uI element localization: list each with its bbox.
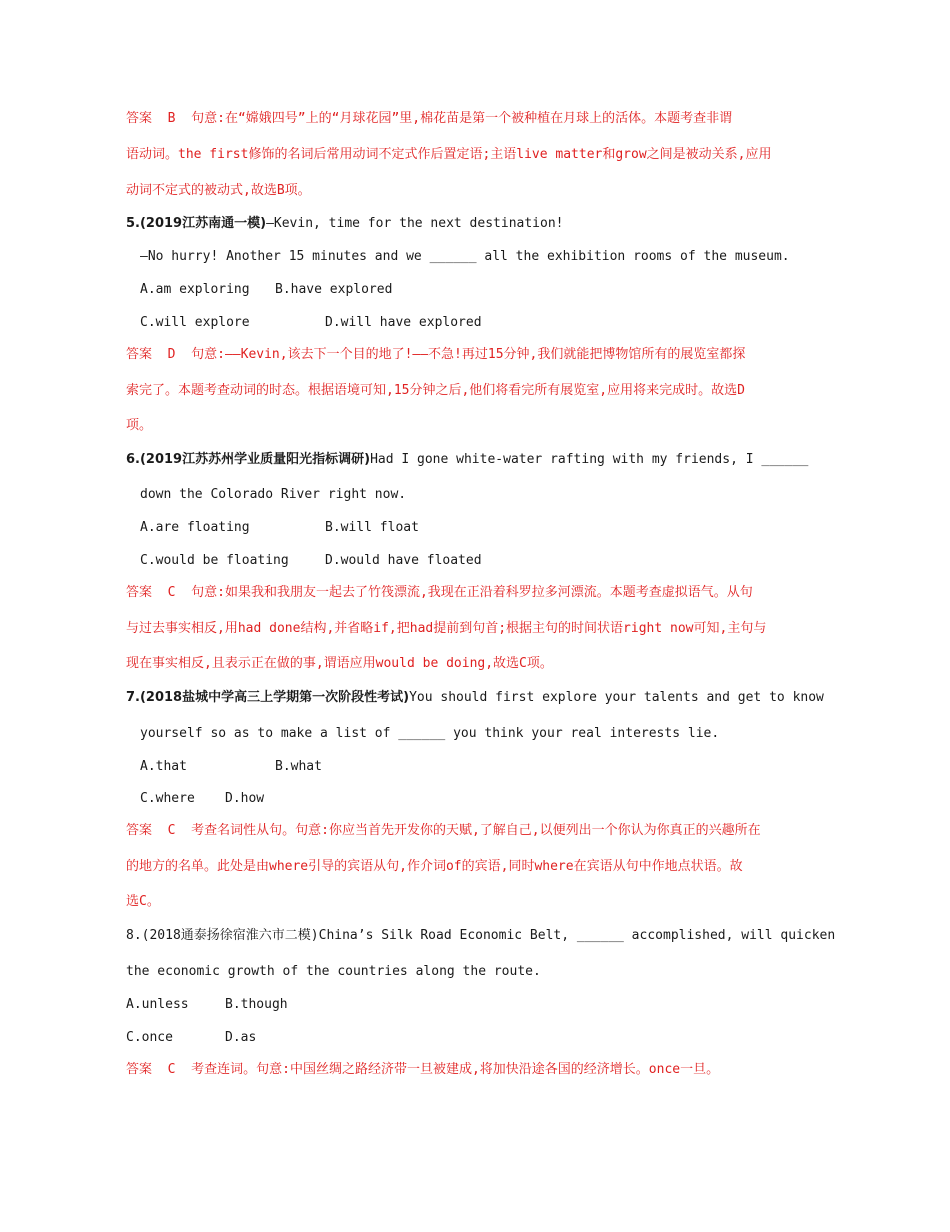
question-5-source: 5.(2019江苏南通一模) [126,216,267,231]
question-7-option-b: B.what [275,759,322,774]
question-5-stem [126,215,563,233]
question-6-option-b: B.will float [325,520,419,535]
question-6-line-2: down the Colorado River right now. [140,487,407,502]
question-6-option-d: D.would have floated [325,553,482,568]
question-6-source: 6.(2019江苏苏州学业质量阳光指标调研) [126,452,371,467]
question-8-option-c: C.once [126,1030,173,1045]
question-8-line-2: the economic growth of the countries along the route. [126,964,541,979]
answer-6-line-1: 答案 C 句意:如果我和我朋友一起去了竹筏漂流,我现在正沿着科罗拉多河漂流。本题考查虚拟语气。从句 [126,585,753,600]
question-8-option-b: B.though [225,997,288,1012]
answer-7-line-1: 答案 C 考查名词性从句。句意:你应当首先开发你的天赋,了解自己,以便列出一个你认为你真正的兴趣所在 [126,823,761,838]
question-5-option-a: A.am exploring [140,282,250,297]
answer-6-line-3: 现在事实相反,且表示正在做的事,谓语应用would be doing,故选C项。 [126,656,553,671]
question-7-line-2: yourself so as to make a list of ______ you think your real interests lie. [140,726,720,741]
question-5-option-c: C.will explore [140,315,250,330]
question-5-option-d: D.will have explored [325,315,482,330]
answer-5-line-1: 答案 D 句意:——Kevin,该去下一个目的地了!——不急!再过15分钟,我们就能把博物馆所有的展览室都探 [126,347,746,362]
answer-7-line-2: 的地方的名单。此处是由where引导的宾语从句,作介词of的宾语,同时where在宾语从句中作地点状语。故 [126,859,743,874]
answer-5-line-3: 项。 [126,418,153,433]
answer-4-line-3: 动词不定式的被动式,故选B项。 [126,183,311,198]
question-6-option-c: C.would be floating [140,553,289,568]
question-7-option-a: A.that [140,759,187,774]
question-8-option-a: A.unless [126,997,189,1012]
answer-8-line-1: 答案 C 考查连词。句意:中国丝绸之路经济带一旦被建成,将加快沿途各国的经济增长。once一旦。 [126,1062,720,1077]
question-5-line-2: —No hurry! Another 15 minutes and we ______ all the exhibition rooms of the museum. [140,249,790,264]
question-6-option-a: A.are floating [140,520,250,535]
question-6-line-1: Had I gone white-water rafting with my friends, I ______ [370,452,809,467]
question-5-line-1: —Kevin, time for the next destination! [266,216,564,231]
question-8-line-1: 8.(2018通泰扬徐宿淮六市二模)China’s Silk Road Economic Belt, ______ accomplished, will quicken [126,928,836,943]
question-5-option-b: B.have explored [275,282,393,297]
question-8-option-d: D.as [225,1030,257,1045]
answer-6-line-2: 与过去事实相反,用had done结构,并省略if,把had提前到句首;根据主句的时间状语right now可知,主句与 [126,621,767,636]
question-6-stem [126,451,808,469]
question-7-line-1: You should first explore your talents and get to know [409,690,824,705]
question-7-stem [126,689,824,707]
answer-4-line-2: 语动词。the first修饰的名词后常用动词不定式作后置定语;主语live matter和grow之间是被动关系,应用 [126,147,772,162]
question-7-option-c: C.where [140,791,195,806]
question-7-option-d: D.how [225,791,265,806]
answer-4-line-1: 答案 B 句意:在“嫦娥四号”上的“月球花园”里,棉花苗是第一个被种植在月球上的活体。本题考查非谓 [126,111,733,126]
question-7-source: 7.(2018盐城中学高三上学期第一次阶段性考试) [126,690,410,705]
answer-7-line-3: 选C。 [126,894,160,909]
answer-5-line-2: 索完了。本题考查动词的时态。根据语境可知,15分钟之后,他们将看完所有展览室,应用将来完成时。故选D [126,383,745,398]
